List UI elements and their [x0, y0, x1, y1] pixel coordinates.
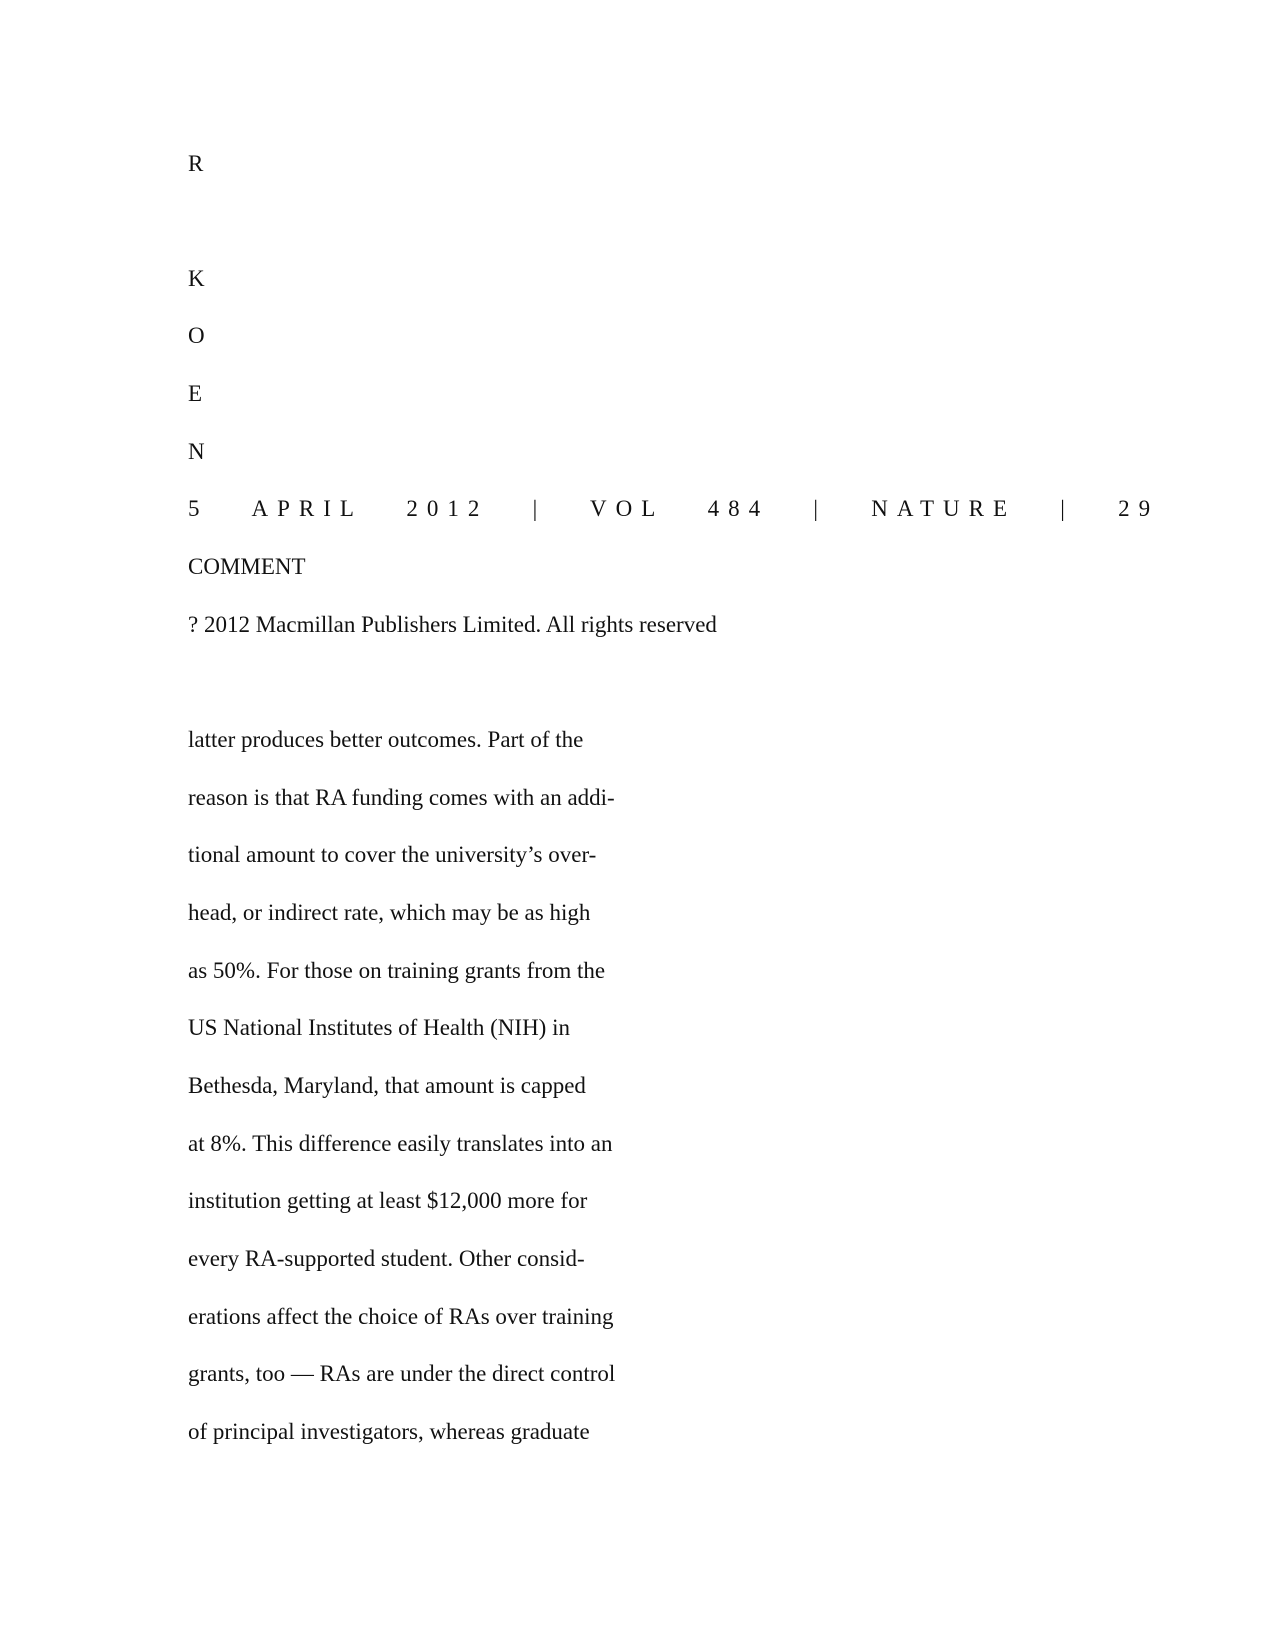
body-line: every RA-supported student. Other consid- [188, 1246, 585, 1271]
body-line: at 8%. This difference easily translates into an [188, 1131, 613, 1156]
body-line: Bethesda, Maryland, that amount is capped [188, 1073, 586, 1098]
folio-line: 5 APRIL 2012 | VOL 484 | NATURE | 29 [188, 496, 1160, 521]
section-label: COMMENT [188, 554, 306, 579]
body-line: tional amount to cover the university’s over- [188, 842, 597, 867]
body-line: US National Institutes of Health (NIH) in [188, 1015, 570, 1040]
body-line: grants, too — RAs are under the direct control [188, 1361, 616, 1386]
side-letter-r: R [188, 151, 204, 176]
body-line: head, or indirect rate, which may be as high [188, 900, 591, 925]
body-line: institution getting at least $12,000 more for [188, 1188, 588, 1213]
copyright-notice: ? 2012 Macmillan Publishers Limited. All rights reserved [188, 612, 717, 637]
body-line: of principal investigators, whereas graduate [188, 1419, 590, 1444]
side-letter-k: K [188, 266, 205, 291]
side-letter-o: O [188, 323, 205, 348]
body-line: erations affect the choice of RAs over training [188, 1304, 614, 1329]
body-line: as 50%. For those on training grants from the [188, 958, 606, 983]
side-letter-e: E [188, 381, 203, 406]
side-letter-n: N [188, 439, 205, 464]
body-line: latter produces better outcomes. Part of the [188, 727, 584, 752]
body-line: reason is that RA funding comes with an addi- [188, 785, 615, 810]
